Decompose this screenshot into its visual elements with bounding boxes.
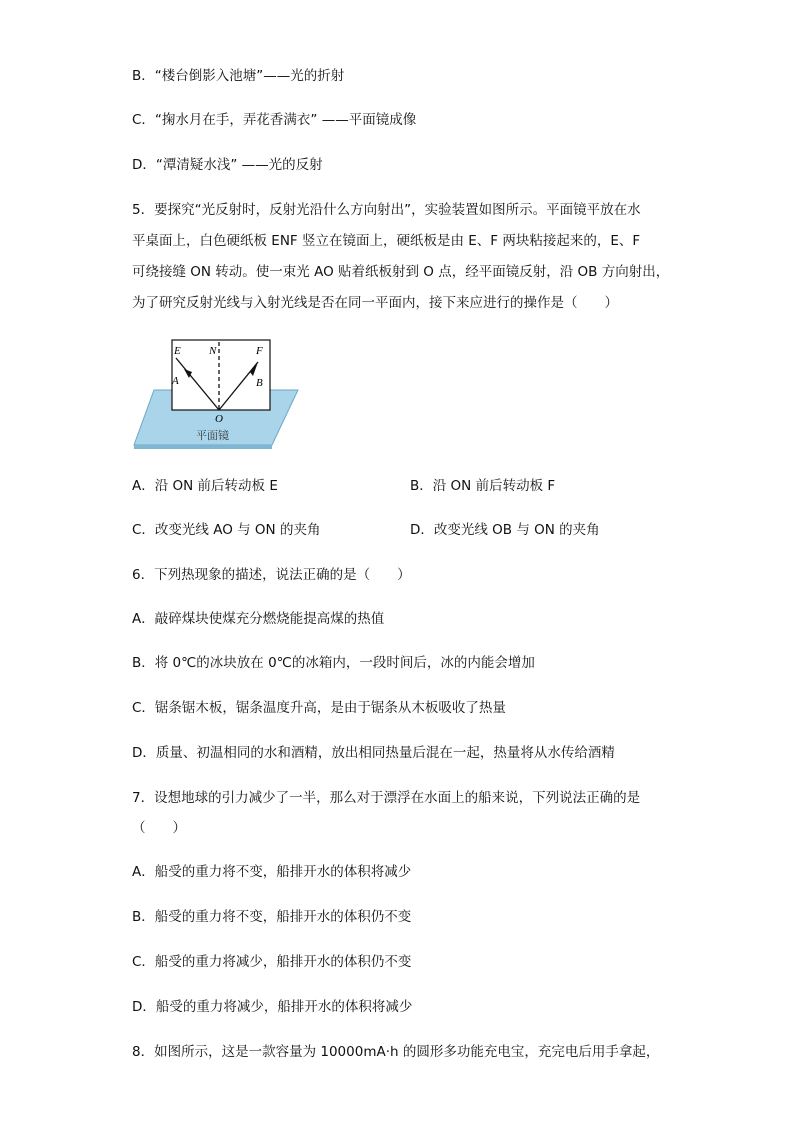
reflection-experiment-figure (132, 332, 300, 450)
q5-option-b: B．沿 ON 前后转动板 F (410, 478, 556, 494)
label-a: A (172, 375, 179, 387)
label-o: O (215, 413, 223, 425)
q7-option-a: A．船受的重力将不变，船排开水的体积将减少 (132, 864, 412, 880)
q4-option-d: D．“潭清疑水浅” ——光的反射 (132, 157, 323, 173)
label-b: B (256, 377, 263, 389)
q7-option-b: B．船受的重力将不变，船排开水的体积仍不变 (132, 909, 412, 925)
reflection-diagram (132, 332, 300, 450)
q7-option-c: C．船受的重力将减少，船排开水的体积仍不变 (132, 954, 412, 970)
q7-option-d: D．船受的重力将减少，船排开水的体积将减少 (132, 999, 413, 1015)
q6-option-a: A．敲碎煤块使煤充分燃烧能提高煤的热值 (132, 611, 385, 627)
q7-stem-line-1: 7．设想地球的引力减少了一半，那么对于漂浮在水面上的船来说，下列说法正确的是 (132, 790, 641, 806)
q5-stem-line-3: 可绕接缝 ON 转动。使一束光 AO 贴着纸板射到 O 点，经平面镜反射，沿 OB 方向射出， (132, 264, 670, 280)
label-f: F (256, 345, 263, 357)
q4-option-b: B．“楼台倒影入池塘”——光的折射 (132, 68, 345, 84)
q5-option-d: D．改变光线 OB 与 ON 的夹角 (410, 522, 600, 538)
q6-option-b: B．将 0℃的冰块放在 0℃的冰箱内，一段时间后，冰的内能会增加 (132, 655, 535, 671)
q5-option-a: A．沿 ON 前后转动板 E (132, 478, 278, 494)
q4-option-c: C．“掬水月在手，弄花香满衣” ——平面镜成像 (132, 112, 417, 128)
q5-option-c: C．改变光线 AO 与 ON 的夹角 (132, 522, 321, 538)
q7-stem-line-2: （ ） (132, 820, 186, 836)
label-n: N (209, 345, 217, 357)
q5-stem-line-1: 5．要探究“光反射时，反射光沿什么方向射出”，实验装置如图所示。平面镜平放在水 (132, 202, 641, 218)
q5-stem-line-4: 为了研究反射光线与入射光线是否在同一平面内，接下来应进行的操作是（ ） (132, 295, 618, 311)
q5-stem-line-2: 平桌面上，白色硬纸板 ENF 竖立在镜面上，硬纸板是由 E、F 两块粘接起来的，E、F (132, 233, 641, 249)
label-mirror: 平面镜 (196, 429, 229, 442)
mirror-edge (134, 445, 272, 449)
q8-stem-line-1: 8．如图所示，这是一款容量为 10000mA·h 的圆形多功能充电宝，充完电后用手拿起， (132, 1044, 660, 1060)
q6-option-d: D．质量、初温相同的水和酒精，放出相同热量后混在一起，热量将从水传给酒精 (132, 745, 615, 761)
q6-stem: 6．下列热现象的描述，说法正确的是（ ） (132, 567, 411, 583)
q6-option-c: C．锯条锯木板，锯条温度升高，是由于锯条从木板吸收了热量 (132, 700, 506, 716)
label-e: E (174, 345, 181, 357)
